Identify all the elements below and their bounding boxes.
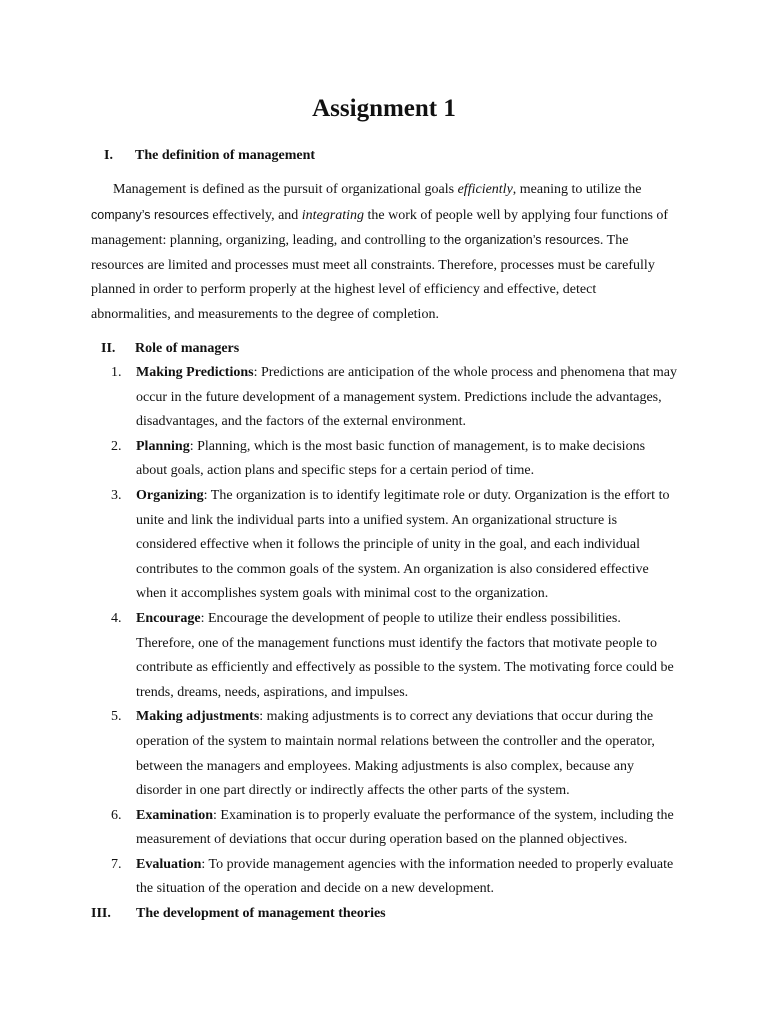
list-item-term: Planning — [136, 438, 190, 454]
section-title: The development of management theories — [136, 906, 386, 921]
roles-list — [0, 361, 768, 902]
list-item-term: Evaluation — [136, 856, 202, 872]
section-numeral: II. — [101, 341, 116, 356]
list-item-term: Making adjustments — [136, 709, 260, 725]
list-item-text: Examination: Examination is to properly evaluate the performance of the system, including the measurement of deviations that occur during operation based on the planned objectives. — [136, 807, 674, 848]
list-item-number: 4. — [111, 610, 122, 626]
definition-paragraph: Management is defined as the pursuit of organizational goals efficiently, meaning to utilize the company’s resources effectively, and integrating the work of people well by applying four functions of management: planning, organizing, leading, and controlling to the organization’s resources. The resources are limited and processes must meet all constraints. Therefore, processes must be carefully planned in order to perform properly at the highest level of efficiency and effective, detect abnormalities, and measurements to the degree of completion. — [91, 182, 669, 322]
list-item — [0, 435, 768, 484]
sans-phrase: the organization’s resources — [443, 233, 600, 248]
list-item-text: Planning: Planning, which is the most basic function of management, is to make decisions about goals, action plans and specific steps for a certain period of time. — [136, 438, 646, 479]
sans-phrase: company’s resources — [91, 207, 209, 222]
list-item-number: 2. — [111, 438, 122, 454]
list-item — [0, 607, 768, 705]
list-item — [0, 853, 768, 902]
list-item-text: Making adjustments: making adjustments is to correct any deviations that occur during the operation of the system to maintain normal relations between the controller and the operator, between the managers and employees. Making adjustments is also complex, because any disorder in one part directly or indirectly affects the other parts of the system. — [136, 709, 655, 799]
emphasis-integrating: integrating — [301, 207, 365, 223]
list-item-number: 6. — [111, 807, 122, 823]
list-item-text: Encourage: Encourage the development of people to utilize their endless possibilities. Therefore, one of the management functions must identify the factors that motivate people to contribute as efficiently and effectively as possible to the system. The motivating force could be trends, dreams, needs, aspirations, and impulses. — [136, 610, 674, 700]
emphasis-efficiently: efficiently — [457, 182, 513, 197]
list-item-number: 5. — [111, 709, 122, 725]
list-item-text: Evaluation: To provide management agencies with the information needed to properly evaluate the situation of the operation and decide on a new development. — [136, 856, 674, 897]
section-title: Role of managers — [135, 341, 240, 356]
list-item — [0, 484, 768, 607]
list-item-number: 3. — [111, 487, 122, 503]
section-title: The definition of management — [135, 148, 316, 163]
document-title: Assignment 1 — [312, 95, 456, 122]
list-item-term: Organizing — [136, 487, 204, 503]
section-numeral: I. — [104, 148, 113, 163]
list-item-number: 7. — [111, 856, 122, 872]
list-item-text: Organizing: The organization is to identify legitimate role or duty. Organization is the effort to unite and link the individual parts into a unified system. An organizational structure is considered effective when it follows the principle of unity in the goal, and each individual contributes to the common goals of the system. An organization is also considered effective when it accomplishes system goals with minimal cost to the organization. — [136, 487, 670, 602]
list-item-term: Making Predictions — [136, 365, 254, 380]
list-item — [0, 361, 768, 435]
list-item-number: 1. — [111, 365, 122, 380]
list-item-term: Examination — [136, 807, 214, 823]
list-item-text: Making Predictions: Predictions are anticipation of the whole process and phenomena that may occur in the future development of a management system. Predictions include the advantages, disadvantages, and the factors of the external environment. — [136, 365, 677, 430]
section-numeral: III. — [91, 906, 111, 921]
list-item — [0, 804, 768, 853]
list-item-term: Encourage — [136, 610, 201, 626]
list-item — [0, 705, 768, 803]
